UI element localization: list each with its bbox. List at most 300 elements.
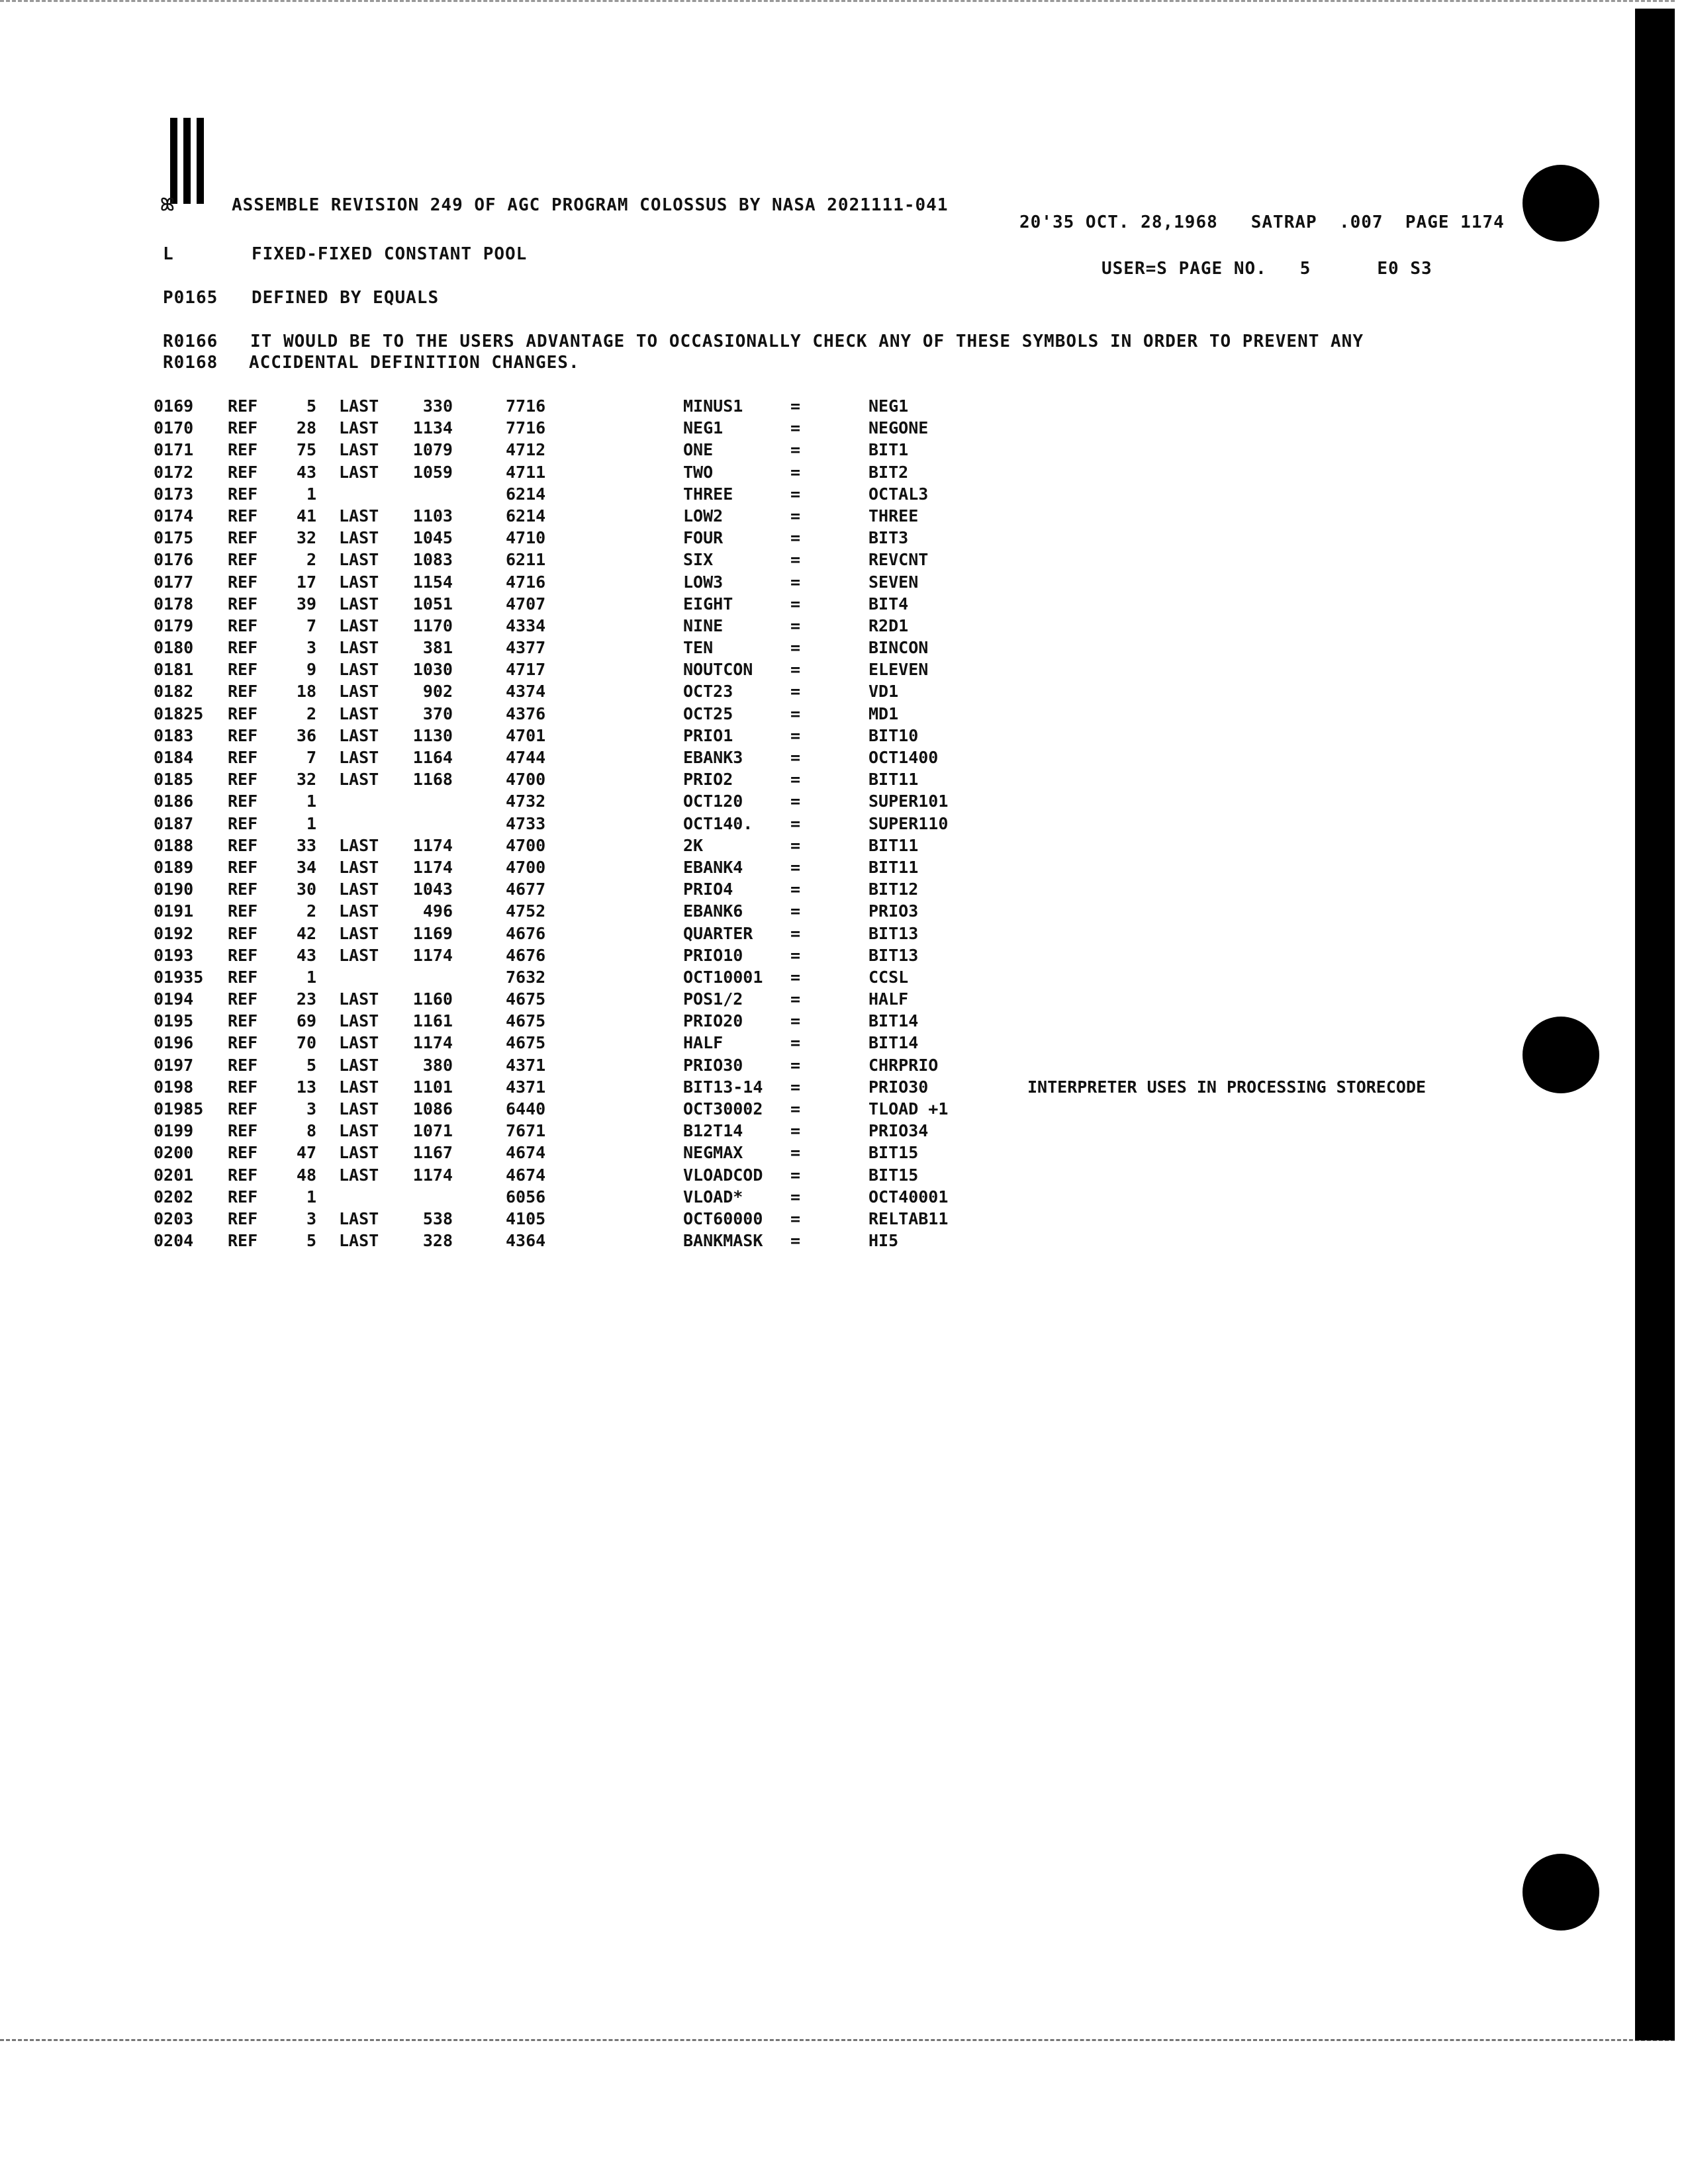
equals-sign: = [790,550,801,570]
equated-symbol: TLOAD +1 [868,1099,949,1118]
last-label: LAST [339,418,379,438]
symbol-name: TEN [683,638,714,658]
equals-sign: = [790,1055,801,1075]
ref-count: 47 [296,1143,316,1163]
equals-sign: = [790,418,801,438]
equated-symbol: NEGONE [868,418,929,438]
last-label: LAST [339,550,379,570]
warning-text: ACCIDENTAL DEFINITION CHANGES. [249,353,580,373]
ref-label: REF [228,792,258,811]
last-label: LAST [339,594,379,614]
ref-count: 3 [306,1099,316,1118]
header-program: SATRAP [1250,212,1317,232]
octal-value: 4744 [506,748,546,767]
symbol-name: PRIO2 [683,770,733,790]
symbol-name: LOW3 [683,572,724,592]
octal-value: 4675 [506,1011,546,1031]
line-number: 01935 [154,967,204,987]
octal-value: 6211 [506,550,546,570]
octal-value: 4701 [506,725,546,745]
last-line: 381 [422,638,453,658]
ref-label: REF [228,1055,258,1075]
last-line: 496 [422,901,453,921]
ref-count: 13 [296,1077,316,1097]
symbol-name: TWO [683,462,714,482]
ref-count: 9 [306,660,316,680]
last-line: 380 [422,1055,453,1075]
equals-sign: = [790,923,801,943]
line-number: 0177 [154,572,194,592]
section-title: FIXED-FIXED CONSTANT POOL [252,244,528,264]
symbol-name: NOUTCON [683,660,753,680]
line-number: 0201 [154,1165,194,1185]
equals-sign: = [790,725,801,745]
equated-symbol: BIT12 [868,880,919,899]
ref-count: 3 [306,1208,316,1228]
line-number: 0203 [154,1208,194,1228]
ref-count: 30 [296,880,316,899]
symbol-name: NEG1 [683,418,724,438]
warning-tag: R0168 [163,353,218,373]
symbol-name: OCT10001 [683,967,763,987]
line-number: 01985 [154,1099,204,1118]
line-number: 0170 [154,418,194,438]
equated-symbol: BIT4 [868,594,909,614]
equated-symbol: BIT11 [868,835,919,855]
equated-symbol: HI5 [868,1231,899,1251]
equals-sign: = [790,748,801,767]
last-label: LAST [339,1099,379,1118]
octal-value: 4733 [506,813,546,833]
last-label: LAST [339,660,379,680]
last-label: LAST [339,682,379,702]
symbol-name: OCT30002 [683,1099,763,1118]
equals-sign: = [790,1077,801,1097]
ref-count: 75 [296,440,316,460]
last-label: LAST [339,1055,379,1075]
ref-count: 1 [306,484,316,504]
last-line: 1168 [412,770,453,790]
octal-value: 4676 [506,945,546,965]
last-line: 1169 [412,923,453,943]
symbol-name: FOUR [683,528,724,548]
ref-count: 28 [296,418,316,438]
octal-value: 7716 [506,396,546,416]
octal-value: 4732 [506,792,546,811]
ref-label: REF [228,550,258,570]
ref-label: REF [228,660,258,680]
equated-symbol: PRIO30 [868,1077,929,1097]
ref-label: REF [228,418,258,438]
last-label: LAST [339,770,379,790]
equals-sign: = [790,528,801,548]
ref-count: 5 [306,396,316,416]
ref-label: REF [228,440,258,460]
octal-value: 4675 [506,1033,546,1053]
ref-label: REF [228,1208,258,1228]
ref-label: REF [228,1033,258,1053]
header-title: ASSEMBLE REVISION 249 OF AGC PROGRAM COLOSSUS BY NASA 2021111-041 [232,195,949,215]
equals-sign: = [790,1208,801,1228]
equals-sign: = [790,1033,801,1053]
last-line: 1174 [412,1033,453,1053]
ref-label: REF [228,1231,258,1251]
last-label: LAST [339,572,379,592]
ref-count: 48 [296,1165,316,1185]
octal-value: 4334 [506,615,546,635]
ref-label: REF [228,880,258,899]
equated-symbol: PRIO34 [868,1121,929,1141]
symbol-name: QUARTER [683,923,753,943]
equals-sign: = [790,880,801,899]
octal-value: 4716 [506,572,546,592]
line-number: 0184 [154,748,194,767]
symbol-name: EIGHT [683,594,733,614]
equals-sign: = [790,813,801,833]
ref-label: REF [228,989,258,1009]
equals-sign: = [790,945,801,965]
equated-symbol: CCSL [868,967,909,987]
ref-count: 23 [296,989,316,1009]
ref-count: 18 [296,682,316,702]
symbol-name: PRIO10 [683,945,743,965]
ref-count: 32 [296,528,316,548]
ref-count: 2 [306,901,316,921]
ref-label: REF [228,682,258,702]
header-meta [1019,212,1505,232]
line-number: 0182 [154,682,194,702]
line-number: 0172 [154,462,194,482]
ref-label: REF [228,506,258,525]
last-line: 1079 [412,440,453,460]
ref-count: 5 [306,1231,316,1251]
ref-label: REF [228,484,258,504]
octal-value: 4674 [506,1165,546,1185]
last-label: LAST [339,1165,379,1185]
octal-value: 4717 [506,660,546,680]
last-label: LAST [339,923,379,943]
ref-label: REF [228,835,258,855]
last-line: 330 [422,396,453,416]
last-label: LAST [339,748,379,767]
line-number: 01825 [154,704,204,723]
octal-value: 4377 [506,638,546,658]
ref-count: 43 [296,462,316,482]
ref-label: REF [228,615,258,635]
ref-label: REF [228,1099,258,1118]
section-code: E0 S3 [1377,259,1432,279]
equated-symbol: THREE [868,506,919,525]
ref-count: 33 [296,835,316,855]
symbol-name: MINUS1 [683,396,743,416]
line-number: 0174 [154,506,194,525]
last-label: LAST [339,725,379,745]
equated-symbol: HALF [868,989,909,1009]
symbol-name: EBANK6 [683,901,743,921]
line-number: 0176 [154,550,194,570]
last-label: LAST [339,1231,379,1251]
ref-count: 43 [296,945,316,965]
equated-symbol: OCTAL3 [868,484,929,504]
ref-count: 3 [306,638,316,658]
equals-sign: = [790,660,801,680]
symbol-name: BANKMASK [683,1231,763,1251]
line-number: 0187 [154,813,194,833]
ref-count: 39 [296,594,316,614]
octal-value: 4371 [506,1077,546,1097]
ref-count: 1 [306,1187,316,1206]
last-line: 1045 [412,528,453,548]
line-number: 0204 [154,1231,194,1251]
ref-label: REF [228,1165,258,1185]
last-label: LAST [339,528,379,548]
equals-sign: = [790,682,801,702]
last-line: 1030 [412,660,453,680]
ref-label: REF [228,528,258,548]
user-page-label: USER=S PAGE NO. [1102,259,1267,279]
equals-sign: = [790,989,801,1009]
last-label: LAST [339,440,379,460]
equals-sign: = [790,792,801,811]
ref-count: 17 [296,572,316,592]
equals-sign: = [790,967,801,987]
equated-symbol: R2D1 [868,615,909,635]
last-line: 1130 [412,725,453,745]
line-number: 0194 [154,989,194,1009]
octal-value: 6214 [506,484,546,504]
equals-sign: = [790,901,801,921]
page-edge-bar [1635,9,1675,2040]
last-line: 1051 [412,594,453,614]
ref-label: REF [228,1187,258,1206]
equated-symbol: BIT15 [868,1143,919,1163]
octal-value: 7632 [506,967,546,987]
header-timestamp: 20'35 OCT. 28,1968 [1019,212,1218,232]
last-line: 1174 [412,945,453,965]
ref-count: 41 [296,506,316,525]
symbol-name: PRIO30 [683,1055,743,1075]
equals-sign: = [790,1187,801,1206]
last-line: 1174 [412,857,453,877]
last-label: LAST [339,1033,379,1053]
octal-value: 4376 [506,704,546,723]
last-label: LAST [339,945,379,965]
last-line: 370 [422,704,453,723]
equals-sign: = [790,572,801,592]
last-line: 1101 [412,1077,453,1097]
octal-value: 4711 [506,462,546,482]
last-line: 538 [422,1208,453,1228]
ref-label: REF [228,396,258,416]
last-line: 1043 [412,880,453,899]
section-tag: L [163,244,174,264]
last-label: LAST [339,638,379,658]
line-number: 0179 [154,615,194,635]
equals-sign: = [790,396,801,416]
line-number: 0186 [154,792,194,811]
last-line: 1170 [412,615,453,635]
equated-symbol: SUPER101 [868,792,949,811]
equated-symbol: BIT11 [868,770,919,790]
line-number: 0195 [154,1011,194,1031]
ref-count: 1 [306,792,316,811]
equated-symbol: NEG1 [868,396,909,416]
ref-label: REF [228,594,258,614]
warning-tag: R0166 [163,332,218,351]
row-note: INTERPRETER USES IN PROCESSING STORECODE [1027,1077,1427,1097]
symbol-name: THREE [683,484,733,504]
ref-count: 1 [306,967,316,987]
equals-sign: = [790,857,801,877]
symbol-name: VLOADCOD [683,1165,763,1185]
last-label: LAST [339,901,379,921]
line-number: 0190 [154,880,194,899]
symbol-name: ONE [683,440,714,460]
user-page-number: 5 [1299,259,1311,279]
line-number: 0196 [154,1033,194,1053]
line-number: 0188 [154,835,194,855]
header-page: PAGE 1174 [1405,212,1505,232]
equals-sign: = [790,1121,801,1141]
last-line: 1160 [412,989,453,1009]
last-label: LAST [339,704,379,723]
last-label: LAST [339,1208,379,1228]
equals-sign: = [790,770,801,790]
equals-sign: = [790,484,801,504]
equals-sign: = [790,462,801,482]
equated-symbol: BIT10 [868,725,919,745]
ref-label: REF [228,704,258,723]
ref-label: REF [228,813,258,833]
symbol-name: VLOAD* [683,1187,743,1206]
warning-text: IT WOULD BE TO THE USERS ADVANTAGE TO OCCASIONALLY CHECK ANY OF THESE SYMBOLS IN ORDER TO PREVENT ANY [250,332,1364,351]
equated-symbol: BIT14 [868,1011,919,1031]
equated-symbol: BIT1 [868,440,909,460]
equals-sign: = [790,1231,801,1251]
last-line: 1174 [412,835,453,855]
ref-label: REF [228,967,258,987]
equated-symbol: BIT3 [868,528,909,548]
equated-symbol: OCT1400 [868,748,939,767]
line-number: 0198 [154,1077,194,1097]
equated-symbol: BIT11 [868,857,919,877]
line-number: 0180 [154,638,194,658]
last-line: 1164 [412,748,453,767]
symbol-name: LOW2 [683,506,724,525]
line-number: 0183 [154,725,194,745]
last-line: 1161 [412,1011,453,1031]
ref-count: 2 [306,704,316,723]
symbol-name: NEGMAX [683,1143,743,1163]
octal-value: 6056 [506,1187,546,1206]
symbol-name: POS1/2 [683,989,743,1009]
equals-sign: = [790,835,801,855]
header-version: .007 [1338,212,1383,232]
equals-sign: = [790,704,801,723]
symbol-name: B12T14 [683,1121,743,1141]
line-number: 0191 [154,901,194,921]
ref-label: REF [228,1121,258,1141]
ref-label: REF [228,572,258,592]
equated-symbol: BINCON [868,638,929,658]
punch-hole [1523,1017,1599,1093]
defined-text: DEFINED BY EQUALS [252,288,440,308]
octal-value: 4712 [506,440,546,460]
symbol-name: OCT25 [683,704,733,723]
last-label: LAST [339,396,379,416]
equated-symbol: PRIO3 [868,901,919,921]
octal-value: 4707 [506,594,546,614]
last-label: LAST [339,857,379,877]
ref-count: 69 [296,1011,316,1031]
symbol-name: SIX [683,550,714,570]
octal-value: 4674 [506,1143,546,1163]
ref-count: 36 [296,725,316,745]
line-number: 0175 [154,528,194,548]
symbol-name: NINE [683,615,724,635]
user-page-info [1102,259,1432,279]
defined-tag: P0165 [163,288,218,308]
equals-sign: = [790,1143,801,1163]
line-number: 0178 [154,594,194,614]
line-number: 0202 [154,1187,194,1206]
symbol-name: PRIO1 [683,725,733,745]
line-number: 0181 [154,660,194,680]
symbol-name: EBANK4 [683,857,743,877]
line-number: 0197 [154,1055,194,1075]
last-line: 1167 [412,1143,453,1163]
octal-value: 7716 [506,418,546,438]
last-line: 1071 [412,1121,453,1141]
ref-label: REF [228,1143,258,1163]
symbol-name: OCT23 [683,682,733,702]
symbol-name: BIT13-14 [683,1077,763,1097]
octal-value: 4374 [506,682,546,702]
equated-symbol: BIT14 [868,1033,919,1053]
equals-sign: = [790,1165,801,1185]
equated-symbol: VD1 [868,682,899,702]
equals-sign: = [790,1011,801,1031]
last-label: LAST [339,880,379,899]
last-line: 902 [422,682,453,702]
symbol-name: OCT60000 [683,1208,763,1228]
octal-value: 4700 [506,857,546,877]
symbol-name: 2K [683,835,704,855]
equated-symbol: RELTAB11 [868,1208,949,1228]
ref-count: 7 [306,615,316,635]
line-number: 0200 [154,1143,194,1163]
equated-symbol: BIT15 [868,1165,919,1185]
last-label: LAST [339,1143,379,1163]
octal-value: 4676 [506,923,546,943]
last-label: LAST [339,1077,379,1097]
ref-label: REF [228,857,258,877]
ref-label: REF [228,901,258,921]
last-line: 1059 [412,462,453,482]
equated-symbol: SUPER110 [868,813,949,833]
ref-count: 5 [306,1055,316,1075]
ref-label: REF [228,1077,258,1097]
equals-sign: = [790,615,801,635]
equated-symbol: BIT2 [868,462,909,482]
header-tag: ꕤ [160,195,175,215]
equals-sign: = [790,594,801,614]
last-label: LAST [339,506,379,525]
corner-registration-marks [169,118,209,204]
last-label: LAST [339,462,379,482]
equals-sign: = [790,1099,801,1118]
punch-hole [1523,165,1599,242]
